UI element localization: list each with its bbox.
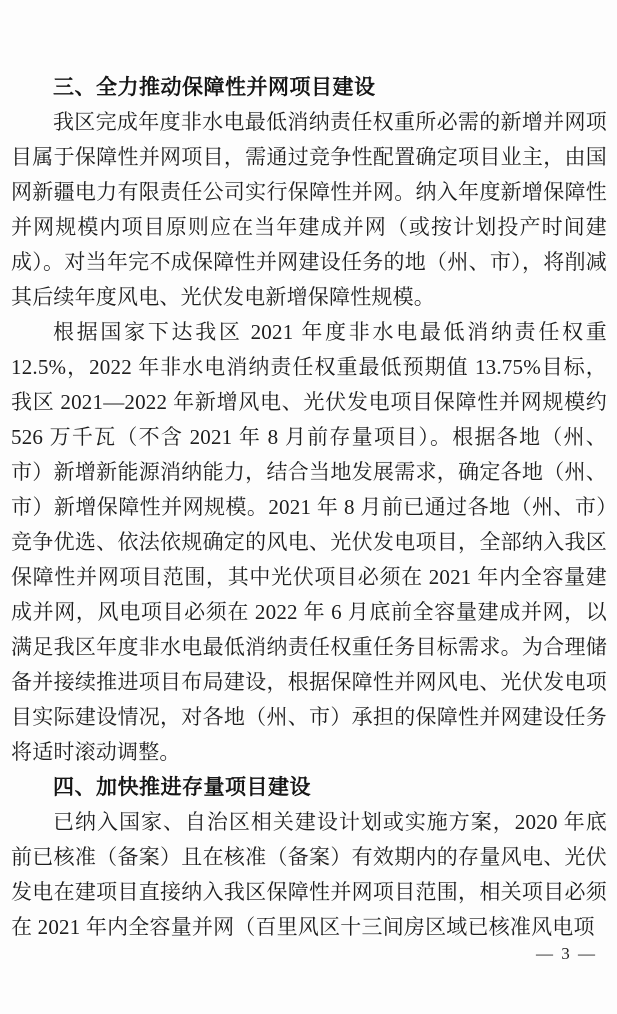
section-4-paragraph-1: 已纳入国家、自治区相关建设计划或实施方案，2020 年底前已核准（备案）且在核准（备案）有效期内的存量风电、光伏发电在建项目直接纳入我区保障性并网项目范围，相关项目必须在 2021 年内全容量并网（百里风区十三间房区域已核准风电项 xyxy=(11,810,607,939)
section-3-paragraph-1: 我区完成年度非水电最低消纳责任权重所必需的新增并网项目属于保障性并网项目，需通过竞争性配置确定项目业主，由国网新疆电力有限责任公司实行保障性并网。纳入年度新增保障性并网规模内项目原则应在当年建成并网（或按计划投产时间建成）。对当年完不成保障性并网建设任务的地（州、市），将削减其后续年度风电、光伏发电新增保障性规模。 xyxy=(11,110,607,309)
section-3-heading: 三、全力推动保障性并网项目建设 xyxy=(53,75,376,99)
page-number: — 3 — xyxy=(536,944,597,963)
section-3-paragraph-2: 根据国家下达我区 2021 年度非水电最低消纳责任权重 12.5%，2022 年非水电消纳责任权重最低预期值 13.75%目标，我区 2021—2022 年新增风电、光伏发电项目保障性并网规模约 526 万千瓦（不含 2021 年 8 月前存量项目）。根据各地（州、市）新增新能源消纳能力，结合当地发展需求，确定各地（州、市）新增保障性并网规模。2021 年 8 月前已通过各地（州、市）竞争优选、依法依规确定的风电、光伏发电项目，全部纳入我区保障性并网项目范围，其中光伏项目必须在 2021 年内全容量建成并网，风电项目必须在 2022 年 6 月底前全容量建成并网，以满足我区年度非水电最低消纳责任权重任务目标需求。为合理储备并接续推进项目布局建设，根据保障性并网风电、光伏发电项目实际建设情况，对各地（州、市）承担的保障性并网建设任务将适时滚动调整。 xyxy=(11,320,607,764)
section-guaranteed-grid-connection xyxy=(11,70,607,770)
section-4-heading: 四、加快推进存量项目建设 xyxy=(53,775,311,799)
section-stock-projects xyxy=(11,770,607,945)
